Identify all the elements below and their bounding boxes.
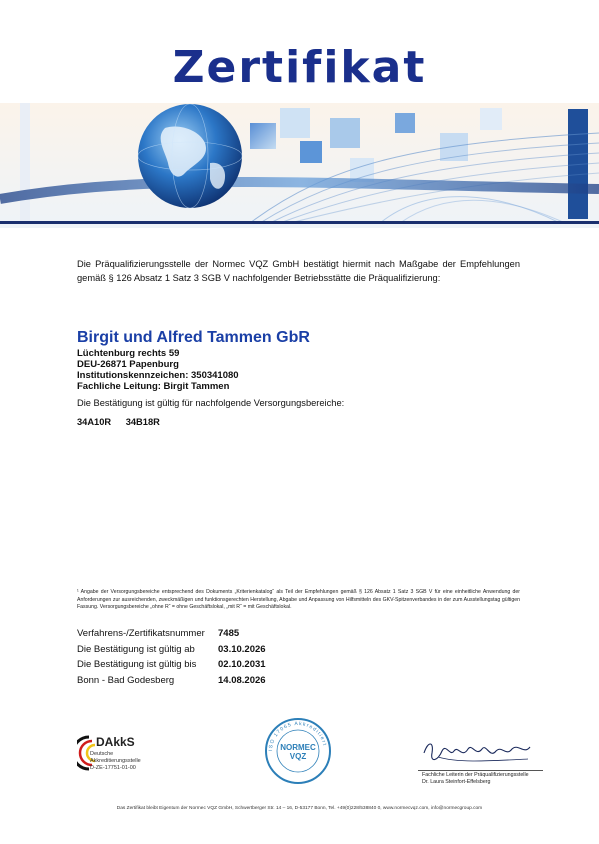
address-city: DEU-26871 Papenburg [77, 359, 179, 370]
info-value: 02.10.2031 [218, 659, 266, 670]
seal-ring-text: ISO 17065 Akkreditiert [267, 720, 328, 752]
validity-text: Die Bestätigung ist gültig für nachfolgende Versorgungsbereiche: [77, 398, 345, 408]
company-name: Birgit und Alfred Tammen GbR [77, 329, 310, 346]
ownership-note: Das Zertifikat bleibt Eigentum der Normec VQZ GmbH, Schwertberger Str. 14 – 16, D-53177 Bonn, Tel. +49(0)228/538840 0, www.normecvqz.com, info@normecgroup.com [116, 806, 483, 811]
footnote: ¹ Angabe der Versorgungsbereiche entsprechend des Dokuments „Kriterienkatalog“ als Teil der Empfehlungen gemäß § 126 Absatz 1 Satz 3 SGB V für eine einheitliche Anwendung der Anforderungen zur ausreichenden, zweckmäßigen und funktionsgerechten Herstellung, Abgabe und Anpassung von Hilfsmitteln des GKV-Spitzenverbandes in der zum Ausstellungstag gültigen Fassung. Versorgungsbereiche „ohne R“ = ohne Geschäftslokal, „mit R“ = mit Geschäftslokal. [77, 589, 520, 610]
dakks-subtitle [90, 751, 141, 771]
info-row [77, 657, 266, 673]
supply-code: 34B18R [125, 417, 160, 427]
address-block [77, 348, 239, 392]
intro-text: Die Präqualifizierungsstelle der Normec VQZ GmbH bestätigt hiermit nach Maßgabe der Empfehlungen gemäß § 126 Absatz 1 Satz 3 SGB V nachfolgender Betriebsstätte die Präqualifizierung: [77, 259, 520, 283]
normec-seal-icon [264, 717, 332, 785]
signature-role: Fachliche Leiterin der Präqualifizierungsstelle [422, 772, 529, 778]
institution-code: Institutionskennzeichen: 350341080 [77, 370, 239, 381]
dakks-name: DAkkS [96, 735, 135, 749]
dakks-line: Deutsche [90, 751, 114, 757]
certificate-info [77, 626, 266, 688]
info-label: Bonn - Bad Godesberg [77, 674, 175, 686]
info-row [77, 642, 266, 658]
address-street: Lüchtenburg rechts 59 [77, 348, 180, 359]
handwritten-signature [418, 735, 538, 769]
technical-lead: Fachliche Leitung: Birgit Tammen [77, 381, 230, 392]
supply-code: 34A10R [77, 417, 112, 427]
info-label: Die Bestätigung ist gültig bis [77, 659, 197, 670]
signature-line [418, 770, 543, 771]
supply-codes [77, 417, 172, 427]
globe-banner-image [0, 103, 599, 228]
signature-caption [422, 772, 529, 786]
info-label: Verfahrens-/Zertifikatsnummer [77, 628, 205, 639]
signature-name: Dr. Laura Steinfort-Effelsberg [422, 779, 491, 785]
seal-line1: NORMEC [280, 743, 316, 752]
info-row [77, 673, 266, 689]
info-value: 14.08.2026 [218, 674, 266, 686]
info-label: Die Bestätigung ist gültig ab [77, 643, 195, 655]
certificate-title: Zertifikat [172, 42, 427, 93]
info-value: 7485 [218, 628, 240, 639]
seal-line2: VQZ [289, 752, 307, 761]
info-row [77, 626, 266, 642]
dakks-line: Akkreditierungsstelle [90, 757, 141, 764]
dakks-line: D-ZE-17751-01-00 [90, 764, 136, 771]
info-value: 03.10.2026 [218, 643, 266, 655]
